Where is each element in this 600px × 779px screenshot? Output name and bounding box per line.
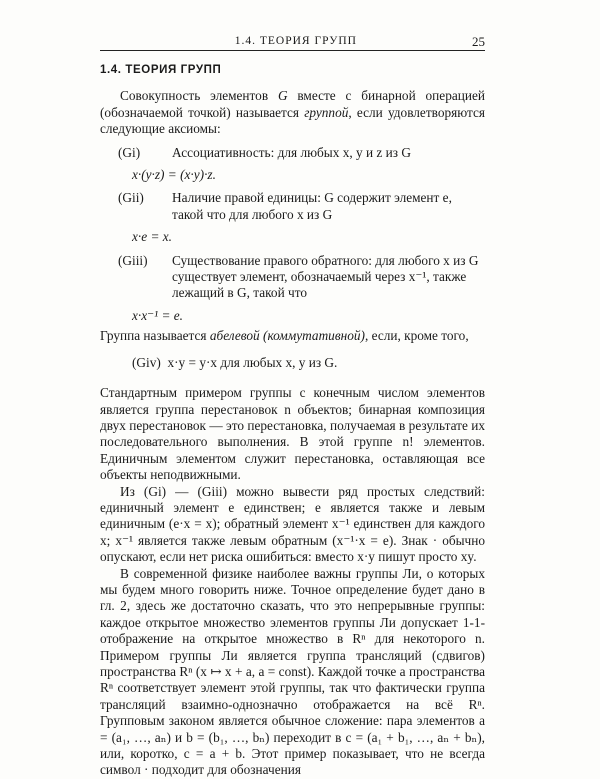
term-abelian: абелевой (коммутативной) [209,328,365,344]
body-paragraph: Стандартным примером группы с конечным числом элементов является группа перестановок n объектов; бинарная композиция двух перестановок — это перестановка, получаемая в результате их последовательного выполнения. В этой группе n! элементов. Единичным элементом служит перестановка, оставляющая все объекты неподвижными. [100,385,485,483]
intro-text-after: , если удовлетворяются следующие аксиомы: [100,104,485,137]
axiom-text: Наличие правой единицы: G содержит элемент e, такой что для любого x из G [172,190,452,222]
intro-paragraph [100,88,485,137]
axiom-gii [100,190,485,223]
abelian-text-before: Группа называется [100,328,210,344]
axiom-formula: x·x⁻¹ = e. [132,307,183,323]
axiom-label: (Gii) [118,190,144,206]
section-heading: 1.4. ТЕОРИЯ ГРУПП [100,64,222,76]
axiom-gi [100,145,485,161]
running-head-title: 1.4. ТЕОРИЯ ГРУПП [234,35,357,47]
abelian-paragraph [100,328,485,344]
axiom-giv [100,355,485,371]
axiom-text: Ассоциативность: для любых x, y и z из G [172,144,411,160]
axiom-text: Существование правого обратного: для любого x из G существует элемент, обозначаемый через x⁻¹, также лежащий в G, такой что [172,252,479,301]
axiom-giii [100,253,485,302]
intro-symbol-G: G [277,88,288,104]
axiom-formula: x·(y·z) = (x·y)·z. [132,167,216,183]
axiom-label: (Gi) [118,144,141,160]
axiom-label: (Giii) [118,252,148,268]
axiom-formula: x·e = x. [132,229,172,245]
page-number: 25 [472,34,485,49]
body-paragraph: В современной физике наиболее важны группы Ли, о которых мы будем много говорить ниже. Точное определение будет дано в гл. 2, здесь же достаточно сказать, что это непрерывные группы: каждое открытое множество элементов группы Ли допускает 1-1-отображение на открытое множество в Rⁿ для некоторого n. Примером группы Ли является группа трансляций (сдвигов) пространства Rⁿ (x ↦ x + a, a = const). Каждой точке a пространства Rⁿ соответствует элемент этой группы, так что фактически группа трансляций взаимно-однозначно отображается на всё Rⁿ. Групповым законом является обычное сложение: пара элементов a = (a₁, …, aₙ) и b = (b₁, …, bₙ) переходит в c = (a₁ + b₁, …, aₙ + bₙ), или, коротко, c = a + b. Этот пример показывает, что не всегда символ · подходит для обозначения [100,565,485,778]
body-paragraph: Из (Gi) — (Giii) можно вывести ряд простых следствий: единичный элемент e единствен; e является также и левым единичным (e·x = x); обратный элемент x⁻¹ единствен для каждого x; x⁻¹ является также левым обратным (x⁻¹·x = e). Знак · обычно опускают, если нет риска ошибиться: вместо x·y пишут просто xy. [100,483,485,565]
page-body [100,62,485,779]
intro-text-middle: вместе с бинарной операцией (обозначаемой точкой) называется [100,88,485,120]
abelian-text-after: , если, кроме того, [364,328,469,344]
intro-text-before: Совокупность элементов [120,88,278,104]
axiom-text: x·y = y·x для любых x, y из G. [167,354,338,370]
term-group: группой [304,104,349,120]
running-head [100,34,485,51]
axiom-label: (Giv) [132,354,161,370]
